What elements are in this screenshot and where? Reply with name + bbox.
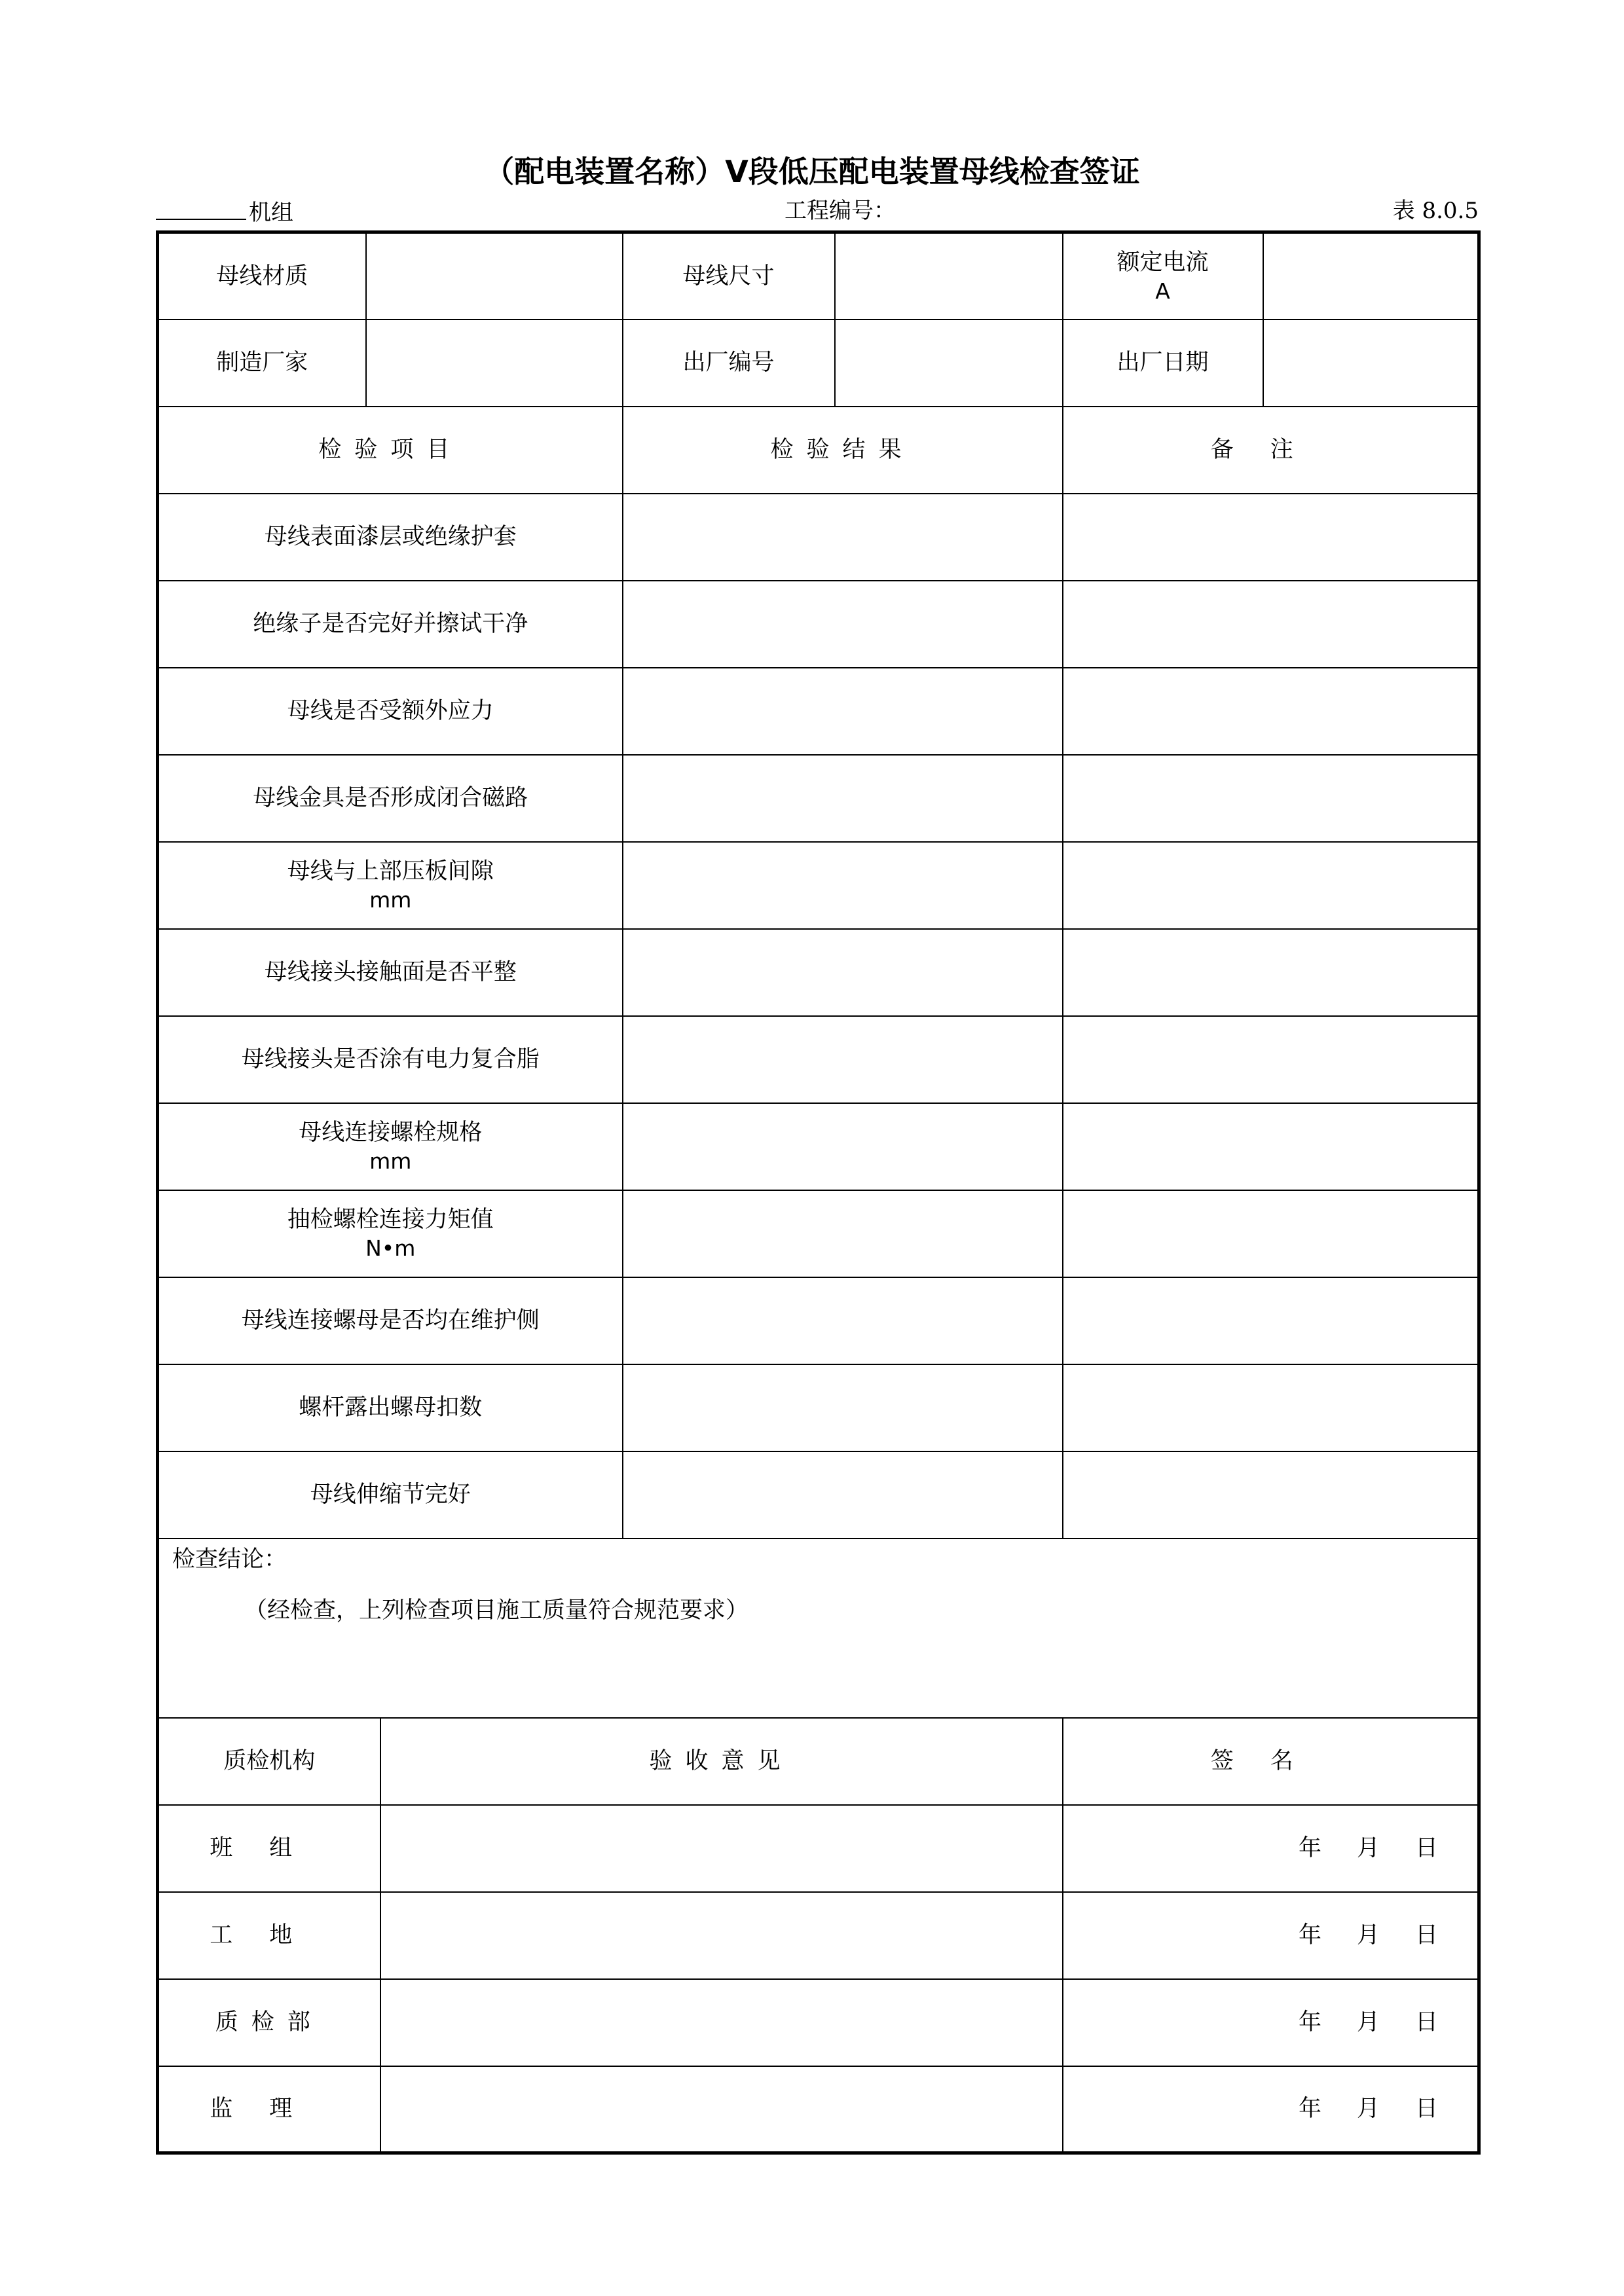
page-title: （配电装置名称）Ⅴ段低压配电装置母线检查签证	[484, 154, 1140, 189]
table-row	[158, 494, 1479, 581]
date-year: 年	[1298, 2009, 1321, 2035]
item-text: 母线金具是否形成闭合磁路	[253, 785, 528, 811]
item-label	[158, 755, 623, 842]
result-cell[interactable]	[623, 581, 1063, 668]
date-month: 月	[1356, 1835, 1380, 1861]
sign-date-cell[interactable]	[1063, 1805, 1479, 1892]
date-day: 日	[1414, 2096, 1438, 2123]
table-row	[158, 1277, 1479, 1364]
sign-date-cell[interactable]	[1063, 2066, 1479, 2153]
conclusion-cell[interactable]	[158, 1539, 1479, 1718]
sign-date-cell[interactable]	[1063, 1892, 1479, 1979]
sign-row	[158, 1805, 1479, 1892]
remark-cell[interactable]	[1063, 1103, 1479, 1190]
table-number: 表 8.0.5	[1392, 198, 1479, 224]
item-text: 母线连接螺母是否均在维护侧	[241, 1307, 540, 1334]
column-header-row	[158, 407, 1479, 494]
org-name: 监理	[158, 2066, 380, 2153]
item-label	[158, 668, 623, 755]
result-cell[interactable]	[623, 1190, 1063, 1277]
item-label	[158, 1277, 623, 1364]
item-label	[158, 842, 623, 929]
conclusion-row	[158, 1539, 1479, 1718]
unit-blank[interactable]	[156, 196, 246, 220]
table-row	[158, 1016, 1479, 1103]
table-row	[158, 842, 1479, 929]
col-remark-header: 备注	[1063, 407, 1479, 494]
date-year: 年	[1298, 2096, 1321, 2123]
project-no: 工程编号：	[784, 198, 896, 224]
opinion-cell[interactable]	[380, 1979, 1063, 2066]
item-text: 母线表面漆层或绝缘护套	[264, 524, 517, 550]
opinion-cell[interactable]	[380, 2066, 1063, 2153]
sign-date-cell[interactable]	[1063, 1979, 1479, 2066]
col-result-header: 检验结果	[623, 407, 1063, 494]
item-text: 母线接头接触面是否平整	[264, 959, 517, 985]
result-cell[interactable]	[623, 1451, 1063, 1539]
unit-suffix: 机组	[249, 200, 293, 226]
date-year: 年	[1298, 1835, 1321, 1861]
remark-cell[interactable]	[1063, 1190, 1479, 1277]
item-label	[158, 1364, 623, 1451]
table-row	[158, 1103, 1479, 1190]
info-row-2	[158, 319, 1479, 407]
remark-cell[interactable]	[1063, 929, 1479, 1016]
unit-field	[156, 196, 293, 227]
opinion-header: 验收意见	[380, 1718, 1063, 1805]
opinion-cell[interactable]	[380, 1892, 1063, 1979]
opinion-cell[interactable]	[380, 1805, 1063, 1892]
material-label: 母线材质	[158, 232, 366, 319]
date-value[interactable]	[1263, 319, 1479, 407]
manufacturer-value[interactable]	[366, 319, 623, 407]
date-year: 年	[1298, 1922, 1321, 1948]
org-header: 质检机构	[158, 1718, 380, 1805]
table-row	[158, 1190, 1479, 1277]
date-day: 日	[1414, 2009, 1438, 2035]
serial-value[interactable]	[835, 319, 1063, 407]
table-row	[158, 1364, 1479, 1451]
table-row	[158, 668, 1479, 755]
date-month: 月	[1356, 1922, 1380, 1948]
org-name: 质检部	[158, 1979, 380, 2066]
date-month: 月	[1356, 2009, 1380, 2035]
conclusion-text: （经检查，上列检查项目施工质量符合规范要求）	[244, 1597, 749, 1624]
table-row	[158, 929, 1479, 1016]
sign-header-row	[158, 1718, 1479, 1805]
size-value[interactable]	[835, 232, 1063, 319]
table-row	[158, 1451, 1479, 1539]
item-label	[158, 1016, 623, 1103]
rated-current-label	[1063, 232, 1263, 319]
sign-row	[158, 1979, 1479, 2066]
size-label: 母线尺寸	[623, 232, 835, 319]
remark-cell[interactable]	[1063, 494, 1479, 581]
serial-label: 出厂编号	[623, 319, 835, 407]
date-month: 月	[1356, 2096, 1380, 2123]
item-text: 绝缘子是否完好并擦试干净	[253, 611, 528, 637]
table-row	[158, 755, 1479, 842]
remark-cell[interactable]	[1063, 581, 1479, 668]
item-text: 母线是否受额外应力	[287, 698, 494, 724]
item-text: 抽检螺栓连接力矩值	[287, 1207, 494, 1233]
date-day: 日	[1414, 1835, 1438, 1861]
result-cell[interactable]	[623, 1364, 1063, 1451]
item-unit: N•m	[365, 1235, 416, 1261]
result-cell[interactable]	[623, 1103, 1063, 1190]
org-name: 工地	[158, 1892, 380, 1979]
item-label	[158, 1451, 623, 1539]
date-day: 日	[1414, 1922, 1438, 1948]
result-cell[interactable]	[623, 842, 1063, 929]
org-name: 班组	[158, 1805, 380, 1892]
item-label	[158, 1103, 623, 1190]
remark-cell[interactable]	[1063, 842, 1479, 929]
col-item-header: 检验项目	[158, 407, 623, 494]
sign-row	[158, 2066, 1479, 2153]
date-label: 出厂日期	[1063, 319, 1263, 407]
info-row-1	[158, 232, 1479, 319]
item-text: 母线与上部压板间隙	[287, 858, 494, 884]
remark-cell[interactable]	[1063, 1016, 1479, 1103]
result-cell[interactable]	[623, 1016, 1063, 1103]
remark-cell[interactable]	[1063, 1451, 1479, 1539]
item-label	[158, 1190, 623, 1277]
remark-cell[interactable]	[1063, 1277, 1479, 1364]
item-text: 螺杆露出螺母扣数	[299, 1394, 483, 1421]
item-text: 母线伸缩节完好	[310, 1482, 471, 1508]
remark-cell[interactable]	[1063, 755, 1479, 842]
sign-header: 签名	[1063, 1718, 1479, 1805]
material-value[interactable]	[366, 232, 623, 319]
item-unit: mm	[369, 1148, 412, 1174]
rated-current-text: 额定电流	[1116, 249, 1209, 276]
inspection-table	[156, 230, 1481, 2155]
conclusion-label: 检查结论：	[172, 1546, 287, 1573]
manufacturer-label: 制造厂家	[158, 319, 366, 407]
result-cell[interactable]	[623, 494, 1063, 581]
item-text: 母线连接螺栓规格	[299, 1120, 483, 1146]
result-cell[interactable]	[623, 1277, 1063, 1364]
item-unit: mm	[369, 887, 412, 913]
sign-row	[158, 1892, 1479, 1979]
result-cell[interactable]	[623, 668, 1063, 755]
item-text: 母线接头是否涂有电力复合脂	[241, 1046, 540, 1072]
remark-cell[interactable]	[1063, 668, 1479, 755]
item-label	[158, 581, 623, 668]
result-cell[interactable]	[623, 755, 1063, 842]
result-cell[interactable]	[623, 929, 1063, 1016]
rated-current-unit: A	[1155, 278, 1170, 304]
item-label	[158, 494, 623, 581]
table-row	[158, 581, 1479, 668]
remark-cell[interactable]	[1063, 1364, 1479, 1451]
item-label	[158, 929, 623, 1016]
rated-current-value[interactable]	[1263, 232, 1479, 319]
